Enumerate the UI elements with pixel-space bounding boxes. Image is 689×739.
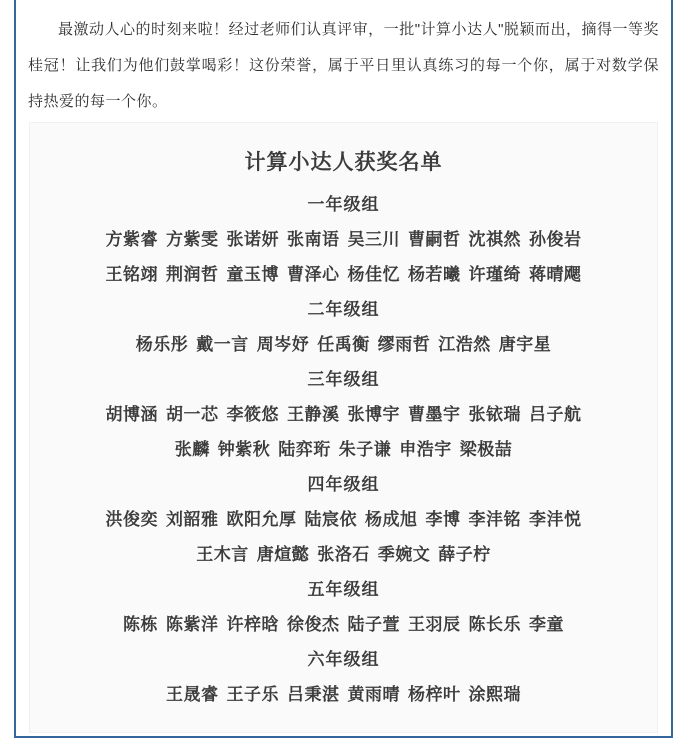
winner-name: 曹墨宇	[408, 405, 461, 424]
winner-name: 戴一言	[196, 335, 249, 354]
winner-name: 季婉文	[377, 545, 431, 564]
winner-name: 任禹衡	[317, 335, 370, 354]
grade-group-label: 五年级组	[307, 580, 380, 599]
winner-name: 王木言	[196, 545, 249, 564]
winner-name: 荆润哲	[166, 265, 219, 284]
award-groups	[40, 187, 647, 712]
winner-name: 欧阳允厚	[226, 510, 297, 529]
winner-name: 薛子柠	[438, 545, 491, 564]
winner-name: 涂熙瑞	[468, 685, 521, 704]
winner-name: 蒋晴飔	[529, 265, 582, 284]
winner-name: 方紫雯	[166, 230, 219, 249]
winner-name: 申浩宇	[399, 440, 452, 459]
winner-name: 张诺妍	[226, 230, 279, 249]
winner-name: 张博宇	[347, 405, 400, 424]
winner-name: 杨若曦	[408, 265, 461, 284]
winner-name-row	[40, 537, 647, 572]
winner-name: 杨佳忆	[347, 265, 400, 284]
winner-name: 刘韶雅	[166, 510, 219, 529]
winner-name-row	[40, 327, 647, 362]
winner-name: 王静溪	[287, 405, 340, 424]
winner-name-row	[40, 397, 647, 432]
winner-name: 陈栋	[123, 615, 158, 634]
winner-name: 梁极喆	[459, 440, 513, 459]
grade-group-label: 二年级组	[307, 300, 380, 319]
winner-name-row	[40, 432, 647, 467]
winner-name: 曹泽心	[287, 265, 340, 284]
winner-name: 吴三川	[347, 230, 400, 249]
winner-name: 胡博涵	[105, 405, 158, 424]
grade-group-label: 一年级组	[307, 195, 380, 214]
intro-paragraph: 最激动人心的时刻来啦！经过老师们认真评审，一批"计算小达人"脱颖而出，摘得一等奖桂冠！让我们为他们鼓掌喝彩！这份荣誉，属于平日里认真练习的每一个你，属于对数学保持热爱的每一个你。	[28, 21, 659, 110]
winner-name-row	[40, 222, 647, 257]
grade-group-label: 四年级组	[307, 475, 380, 494]
winner-name-row	[40, 502, 647, 537]
winner-name: 杨成旭	[365, 510, 418, 529]
winner-name: 陆子萱	[347, 615, 400, 634]
winner-name: 沈祺然	[468, 230, 521, 249]
winner-name: 陈紫洋	[166, 615, 219, 634]
winner-name: 张洛石	[317, 545, 370, 564]
winner-name: 唐煊懿	[256, 545, 310, 564]
winner-name: 孙俊岩	[529, 230, 582, 249]
winner-name-row	[40, 677, 647, 712]
winner-name: 胡一芯	[166, 405, 219, 424]
grade-group-label: 三年级组	[307, 370, 380, 389]
winner-name: 李筱悠	[226, 405, 279, 424]
winner-name: 方紫睿	[105, 230, 158, 249]
winner-name: 张铱瑞	[468, 405, 521, 424]
winner-name: 王子乐	[226, 685, 279, 704]
winner-name: 缪雨哲	[377, 335, 431, 354]
winner-name: 陆弈珩	[278, 440, 331, 459]
winner-name: 张麟	[174, 440, 210, 459]
winner-name: 许梓晗	[226, 615, 279, 634]
winner-name: 杨乐彤	[135, 335, 189, 354]
winner-name: 陆宸依	[304, 510, 357, 529]
winner-name: 唐宇星	[498, 335, 552, 354]
winner-name: 黄雨晴	[347, 685, 400, 704]
grade-group-label: 六年级组	[307, 650, 380, 669]
article-frame	[14, 0, 673, 738]
winner-name: 徐俊杰	[287, 615, 340, 634]
award-list-card	[29, 122, 658, 733]
winner-name: 周岑妤	[256, 335, 310, 354]
winner-name: 李沣悦	[529, 510, 582, 529]
winner-name: 李博	[425, 510, 461, 529]
winner-name: 王羽辰	[408, 615, 461, 634]
winner-name: 李沣铭	[468, 510, 521, 529]
winner-name: 童玉博	[226, 265, 279, 284]
award-list-title: 计算小达人获奖名单	[244, 150, 443, 174]
winner-name: 朱子谦	[338, 440, 392, 459]
winner-name: 李童	[529, 615, 564, 634]
winner-name: 吕秉湛	[287, 685, 340, 704]
winner-name-row	[40, 257, 647, 292]
winner-name-row	[40, 607, 647, 642]
winner-name: 杨梓叶	[408, 685, 461, 704]
winner-name: 钟紫秋	[217, 440, 271, 459]
winner-name: 洪俊奕	[105, 510, 158, 529]
winner-name: 张南语	[287, 230, 340, 249]
winner-name: 江浩然	[438, 335, 491, 354]
winner-name: 曹嗣哲	[408, 230, 461, 249]
winner-name: 陈长乐	[468, 615, 521, 634]
winner-name: 王晟睿	[166, 685, 219, 704]
winner-name: 许瑾绮	[468, 265, 521, 284]
winner-name: 王铭翊	[105, 265, 158, 284]
winner-name: 吕子航	[529, 405, 582, 424]
